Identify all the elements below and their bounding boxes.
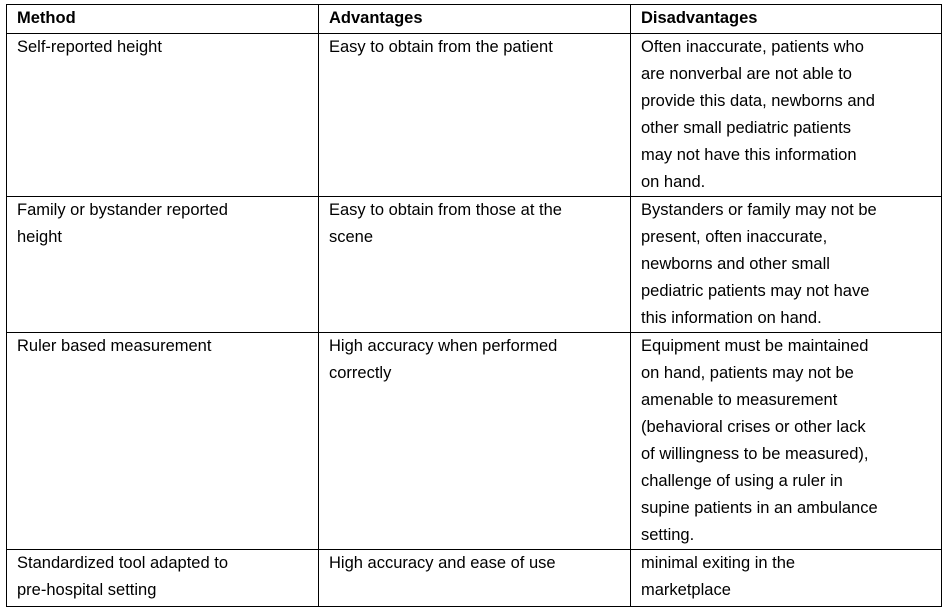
cell-text-line: supine patients in an ambulance [641,499,878,517]
cell-text-line: may not have this information [641,146,857,164]
cell-text-line: pediatric patients may not have [641,282,870,300]
cell-disadvantages [631,550,942,607]
cell-disadvantages [631,333,942,550]
cell-disadvantages [631,34,942,197]
table-row [7,550,942,607]
cell-advantages [319,550,631,607]
cell-text-line: High accuracy and ease of use [329,554,556,572]
header-disadvantages: Disadvantages [631,5,942,34]
cell-text-line: of willingness to be measured), [641,445,869,463]
cell-text-line: on hand, patients may not be [641,364,854,382]
cell-text-line: (behavioral crises or other lack [641,418,866,436]
cell-text-line: setting. [641,526,695,544]
cell-text-line: present, often inaccurate, [641,228,828,246]
cell-advantages [319,34,631,197]
cell-text-line: newborns and other small [641,255,830,273]
cell-text-line: Equipment must be maintained [641,337,869,355]
cell-text-line: correctly [329,364,392,382]
header-row [7,5,942,34]
cell-method [7,34,319,197]
cell-text-line: Self-reported height [17,38,162,56]
table-row [7,34,942,197]
cell-text-line: scene [329,228,374,246]
comparison-table [6,4,942,607]
cell-disadvantages [631,197,942,333]
cell-method [7,333,319,550]
cell-text-line: amenable to measurement [641,391,838,409]
cell-method [7,197,319,333]
cell-text-line: Standardized tool adapted to [17,554,228,572]
cell-text-line: height [17,228,62,246]
table-row [7,197,942,333]
cell-text-line: provide this data, newborns and [641,92,875,110]
header-advantages: Advantages [319,5,631,34]
cell-text-line: Easy to obtain from those at the [329,201,562,219]
cell-method [7,550,319,607]
table-row [7,333,942,550]
cell-text-line: challenge of using a ruler in [641,472,843,490]
cell-text-line: on hand. [641,173,706,191]
cell-text-line: Easy to obtain from the patient [329,38,553,56]
cell-advantages [319,333,631,550]
cell-advantages [319,197,631,333]
cell-text-line: this information on hand. [641,309,822,327]
cell-text-line: minimal exiting in the [641,554,796,572]
header-method: Method [7,5,319,34]
cell-text-line: pre-hospital setting [17,581,157,599]
cell-text-line: Bystanders or family may not be [641,201,877,219]
cell-text-line: Ruler based measurement [17,337,212,355]
cell-text-line: Family or bystander reported [17,201,228,219]
cell-text-line: are nonverbal are not able to [641,65,852,83]
cell-text-line: marketplace [641,581,731,599]
cell-text-line: other small pediatric patients [641,119,852,137]
cell-text-line: Often inaccurate, patients who [641,38,864,56]
cell-text-line: High accuracy when performed [329,337,558,355]
